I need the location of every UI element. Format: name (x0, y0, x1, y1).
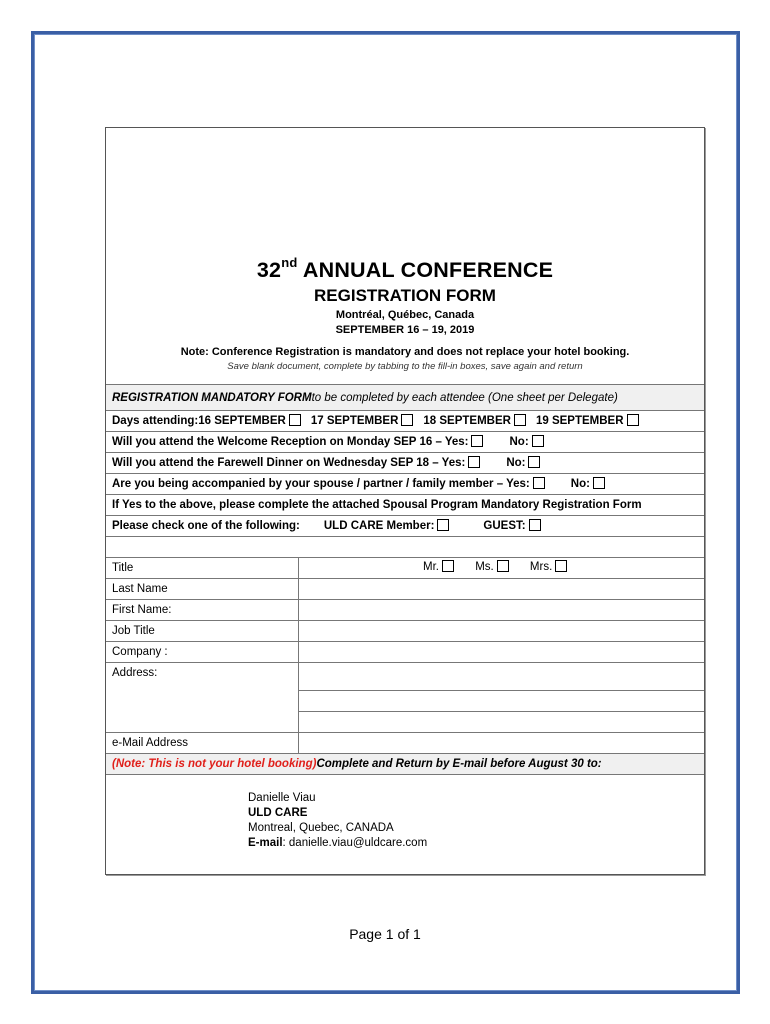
membership-row: Please check one of the following: ULD CARE Member: GUEST: (106, 515, 704, 536)
contact-org: ULD CARE (248, 807, 308, 819)
day-18-checkbox[interactable] (514, 414, 526, 426)
return-note: (Note: This is not your hotel booking) Complete and Return by E-mail before August 30 to: (106, 753, 704, 774)
accompanied-no-checkbox[interactable] (593, 477, 605, 489)
farewell-no-checkbox[interactable] (528, 456, 540, 468)
member-checkbox[interactable] (437, 519, 449, 531)
first-name-label: First Name: (112, 604, 172, 616)
form-instructions: Save blank document, complete by tabbing to the fill-in boxes, save again and return (227, 361, 583, 372)
days-attending-row: Days attending: 16 SEPTEMBER 17 SEPTEMBER 18 SEPTEMBER 19 SEPTEMBER (106, 410, 704, 431)
spousal-program-note: If Yes to the above, please complete the attached Spousal Program Mandatory Registration Form (106, 494, 704, 515)
day-16-checkbox[interactable] (289, 414, 301, 426)
blank-row (106, 536, 704, 557)
field-row-address[interactable] (106, 662, 704, 683)
page-number: Page 1 of 1 (349, 926, 421, 942)
welcome-yes-checkbox[interactable] (471, 435, 483, 447)
column-divider (298, 557, 299, 753)
contact-block (248, 791, 427, 851)
farewell-dinner-row: Will you attend the Farewell Dinner on Wednesday SEP 18 – Yes: No: (106, 452, 704, 473)
contact-divider (106, 774, 704, 775)
conference-dates: SEPTEMBER 16 – 19, 2019 (335, 324, 475, 336)
field-row-company[interactable] (106, 641, 704, 662)
registration-form (105, 127, 705, 875)
last-name-label: Last Name (112, 583, 168, 595)
field-row-address-line-3[interactable] (298, 711, 704, 732)
company-label: Company : (112, 646, 168, 658)
field-row-job-title[interactable] (106, 620, 704, 641)
contact-email[interactable]: : danielle.viau@uldcare.com (282, 837, 428, 849)
conference-location: Montréal, Québec, Canada (335, 309, 475, 321)
farewell-yes-checkbox[interactable] (468, 456, 480, 468)
mr-checkbox[interactable] (442, 560, 454, 572)
contact-name: Danielle Viau (248, 792, 316, 804)
contact-email-line: E-mail: danielle.viau@uldcare.com (248, 837, 428, 849)
field-row-first-name[interactable] (106, 599, 704, 620)
contact-address: Montreal, Quebec, CANADA (248, 822, 394, 834)
mandatory-banner: REGISTRATION MANDATORY FORM to be completed by each attendee (One sheet per Delegate) (106, 384, 704, 410)
day-19-checkbox[interactable] (627, 414, 639, 426)
guest-checkbox[interactable] (529, 519, 541, 531)
email-label: e-Mail Address (112, 737, 189, 749)
form-subtitle: REGISTRATION FORM (314, 286, 496, 305)
welcome-no-checkbox[interactable] (532, 435, 544, 447)
address-label: Address: (112, 667, 158, 679)
welcome-reception-row: Will you attend the Welcome Reception on Monday SEP 16 – Yes: No: (106, 431, 704, 452)
field-row-address-line-2[interactable] (298, 690, 704, 711)
job-title-label: Job Title (112, 625, 155, 637)
ms-checkbox[interactable] (497, 560, 509, 572)
booking-note: Note: Conference Registration is mandatory and does not replace your hotel booking. (180, 346, 630, 358)
conference-title: 32nd ANNUAL CONFERENCE (256, 254, 554, 282)
day-17-checkbox[interactable] (401, 414, 413, 426)
field-row-email[interactable] (106, 732, 704, 753)
title-label: Title (112, 562, 134, 574)
field-row-title (106, 557, 704, 578)
accompanied-yes-checkbox[interactable] (533, 477, 545, 489)
title-options: Mr. Ms. Mrs. (423, 561, 571, 573)
field-row-last-name[interactable] (106, 578, 704, 599)
mrs-checkbox[interactable] (555, 560, 567, 572)
accompanied-row: Are you being accompanied by your spouse / partner / family member – Yes: No: (106, 473, 704, 494)
